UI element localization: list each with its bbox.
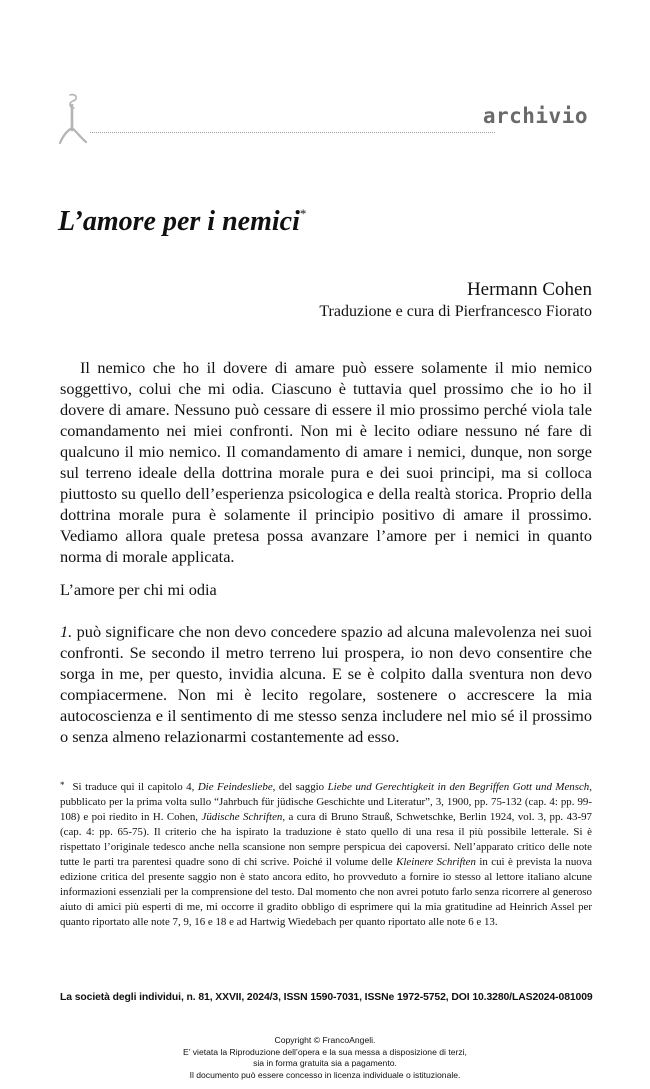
copyright-line: Copyright © FrancoAngeli. bbox=[274, 1035, 376, 1045]
footnote-text: in cui è prevista la nuova edizione critica del presente saggio non è stato ancora edito, ho provveduto a fornire io stesso al lettore italiano alcune informazioni essenziali per la comprensione del testo. Dal momento che non avrei potuto farlo senza ricorrere al generoso aiuto di amici più esperti di me, mi occorre il gradito obbligo di esprimere qui la mia gratitudine ad Heinrich Assel per quanto riportato alle note 7, 9, 16 e 18 e ad Hartwig Wiedebach per quanto riportato alle note 6 e 13. bbox=[60, 856, 592, 928]
paragraph-text: può significare che non devo concedere spazio ad alcuna malevolenza nei suoi confronti. Se secondo il metro terreno lui prospera, io non devo consentire che sorga in me, per questo, invidia alcuna. E se è colpito dalla sventura non devo compiacermene. Non mi è lecito regolare, sostenere o accrescere la mia autocoscienza e il sentimento di me stesso senza includere nel mio sé il prossimo o senza almeno relazionarmi costantemente ad esso. bbox=[60, 622, 592, 746]
footnote-title-italic: Kleinere Schriften bbox=[396, 856, 476, 868]
footnote-text: Si traduce qui il capitolo 4, bbox=[72, 781, 198, 793]
body-paragraph bbox=[60, 621, 592, 747]
copyright-line: sia in forma gratuita sia a pagamento. bbox=[253, 1058, 397, 1068]
footnote-title-italic: Liebe und Gerechtigkeit in den Begriffen Gott und Mensch bbox=[327, 781, 590, 793]
footnote-title-italic: Jüdische Schriften bbox=[201, 811, 283, 823]
article-title-text: L’amore per i nemici bbox=[58, 206, 300, 237]
header-dotted-rule bbox=[90, 132, 495, 133]
title-footnote-mark[interactable]: * bbox=[299, 206, 307, 221]
article-author: Hermann Cohen bbox=[466, 279, 592, 300]
section-subheading: L’amore per chi mi odia bbox=[60, 580, 217, 599]
article-translator: Traduzione e cura di Pierfrancesco Fiorato bbox=[319, 303, 592, 320]
paragraph-number: 1. bbox=[60, 622, 73, 641]
footnote-mark: * bbox=[60, 780, 65, 790]
journal-reference: La società degli individui, n. 81, XXVII, 2024/3, ISSN 1590-7031, ISSNe 1972-5752, DOI 10.3280/LAS2024-081009 bbox=[60, 992, 593, 1003]
footnote-title-italic: Die Feindesliebe bbox=[197, 781, 273, 793]
footnote-text: , a cura di Bruno Strauß, Schwetschke, Berlin 1924, vol. 3, pp. 43-97 (cap. 4: pp. 65-75). Il criterio che ha ispirato la traduzione è stato quello di una resa il più possibile letterale. Si è rispettato l’originale tedesco anche nella scansione non sempre perspicua dei capoversi. Nell’apparato critico delle note tutte le parti tra parentesi quadre sono di chi scrive. Poiché il volume delle bbox=[60, 811, 592, 868]
footnote-text: , del saggio bbox=[272, 781, 328, 793]
copyright-line: E’ vietata la Riproduzione dell’opera e la sua messa a disposizione di terzi, bbox=[183, 1046, 467, 1057]
body-paragraph: Il nemico che ho il dovere di amare può essere solamente il mio nemico soggettivo, colui che mi odia. Ciascuno è tuttavia quel prossimo che io ho il dovere di amare. Nessuno può cessare di essere il mio prossimo perché viola tale comandamento nei miei confronti. Non mi è lecito odiare nessuno né fare di qualcuno il mio nemico. Il comandamento di amare i nemici, dunque, non sorge sul terreno ideale della dottrina morale pura e dei suoi principi, ma si colloca piuttosto su quello dell’esperienza psicologica e della realtà storica. Proprio della dottrina morale pura è solamente il principio positivo di amare il prossimo. Vediamo allora quale pretesa possa avanzare l’amore per i nemici in quanto norma di morale applicata. bbox=[60, 358, 592, 566]
footnote bbox=[60, 778, 592, 930]
journal-logo-icon bbox=[56, 92, 92, 146]
copyright-notice bbox=[0, 1035, 650, 1081]
footnote-text: , pubblicato per la prima volta sullo “Jahrbuch für jüdische Geschichte und Literatur”, 3, 1900, pp. 75-132 (cap. 4: pp. 99-108) e poi riedito in H. Cohen, bbox=[60, 781, 592, 823]
article-title bbox=[58, 206, 306, 238]
section-label: archivio bbox=[482, 104, 588, 128]
copyright-line: Il documento può essere concesso in licenza individuale o istituzionale. bbox=[189, 1069, 461, 1080]
